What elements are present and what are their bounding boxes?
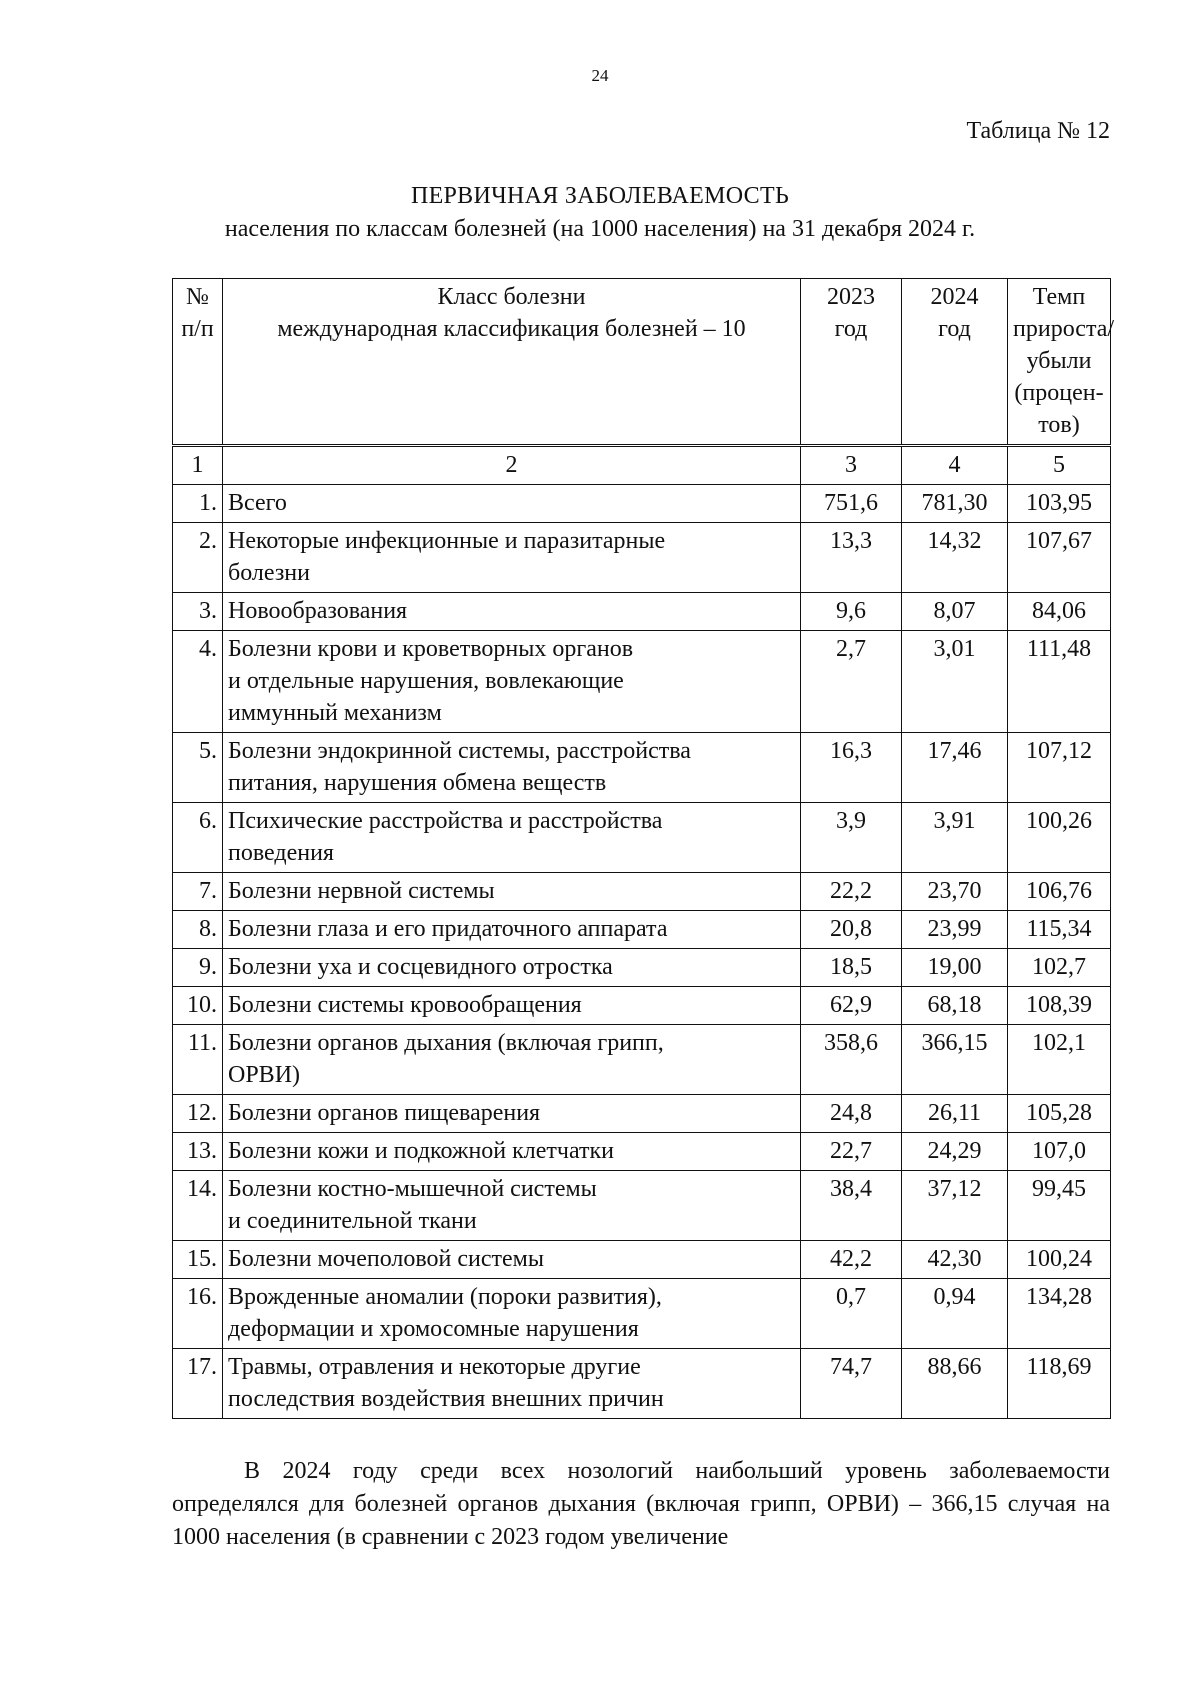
growth-rate-cell: 102,1 [1008,1025,1111,1095]
value-2023-cell: 358,6 [801,1025,902,1095]
row-number: 5. [173,733,223,803]
value-2023-cell: 38,4 [801,1171,902,1241]
growth-rate-cell: 115,34 [1008,911,1111,949]
table-caption: Таблица № 12 [966,118,1110,144]
growth-rate-cell: 84,06 [1008,593,1111,631]
value-2023-cell: 13,3 [801,523,902,593]
value-2023-cell: 0,7 [801,1279,902,1349]
value-2024-cell: 42,30 [902,1241,1008,1279]
growth-rate-cell: 100,26 [1008,803,1111,873]
value-2023-cell: 20,8 [801,911,902,949]
header-disease-class: Класс болезни международная классификация болезней – 10 [223,279,801,446]
row-number: 15. [173,1241,223,1279]
value-2023-cell: 751,6 [801,485,902,523]
disease-class-cell: Болезни эндокринной системы, расстройства питания, нарушения обмена веществ [223,733,801,803]
row-number: 2. [173,523,223,593]
table-row [173,631,1111,733]
row-number: 7. [173,873,223,911]
value-2024-cell: 3,01 [902,631,1008,733]
value-2023-cell: 42,2 [801,1241,902,1279]
disease-class-cell: Болезни костно-мышечной системы и соединительной ткани [223,1171,801,1241]
table-row [173,1133,1111,1171]
growth-rate-cell: 102,7 [1008,949,1111,987]
header-number: № п/п [173,279,223,446]
value-2023-cell: 22,2 [801,873,902,911]
disease-class-cell: Болезни органов дыхания (включая грипп, ОРВИ) [223,1025,801,1095]
column-index-row [173,446,1111,485]
growth-rate-cell: 105,28 [1008,1095,1111,1133]
table-row [173,1025,1111,1095]
body-paragraph: В 2024 году среди всех нозологий наибольший уровень заболеваемости определялся для болезней органов дыхания (включая грипп, ОРВИ) – 366,15 случая на 1000 населения (в сравнении с 2023 годом увеличение [172,1458,1110,1550]
value-2023-cell: 16,3 [801,733,902,803]
header-growth-rate: Темп прироста/ убыли (процен- тов) [1008,279,1111,446]
table-row [173,1171,1111,1241]
disease-class-cell: Болезни кожи и подкожной клетчатки [223,1133,801,1171]
document-title: ПЕРВИЧНАЯ ЗАБОЛЕВАЕМОСТЬ [410,183,790,209]
table-row [173,803,1111,873]
growth-rate-cell: 107,0 [1008,1133,1111,1171]
value-2024-cell: 24,29 [902,1133,1008,1171]
row-number: 16. [173,1279,223,1349]
column-index: 2 [223,446,801,485]
row-number: 11. [173,1025,223,1095]
disease-class-cell: Травмы, отравления и некоторые другие последствия воздействия внешних причин [223,1349,801,1419]
value-2023-cell: 3,9 [801,803,902,873]
value-2023-cell: 62,9 [801,987,902,1025]
disease-class-cell: Болезни глаза и его придаточного аппарата [223,911,801,949]
table-row [173,1241,1111,1279]
value-2024-cell: 14,32 [902,523,1008,593]
table-row [173,1349,1111,1419]
table-row [173,873,1111,911]
growth-rate-cell: 99,45 [1008,1171,1111,1241]
value-2024-cell: 68,18 [902,987,1008,1025]
column-index: 3 [801,446,902,485]
disease-class-cell: Болезни мочеполовой системы [223,1241,801,1279]
value-2024-cell: 8,07 [902,593,1008,631]
value-2024-cell: 366,15 [902,1025,1008,1095]
disease-class-cell: Болезни нервной системы [223,873,801,911]
value-2024-cell: 781,30 [902,485,1008,523]
header-2024: 2024 год [902,279,1008,446]
table-row [173,523,1111,593]
value-2024-cell: 19,00 [902,949,1008,987]
growth-rate-cell: 111,48 [1008,631,1111,733]
value-2024-cell: 17,46 [902,733,1008,803]
morbidity-table [172,278,1115,1419]
value-2023-cell: 24,8 [801,1095,902,1133]
growth-rate-cell: 107,12 [1008,733,1111,803]
row-number: 14. [173,1171,223,1241]
growth-rate-cell: 134,28 [1008,1279,1111,1349]
table-row [173,593,1111,631]
disease-class-cell: Всего [223,485,801,523]
table-row [173,733,1111,803]
table-row [173,1279,1111,1349]
table-row [173,987,1111,1025]
disease-class-cell: Болезни уха и сосцевидного отростка [223,949,801,987]
header-2023: 2023 год [801,279,902,446]
table-row [173,949,1111,987]
value-2024-cell: 0,94 [902,1279,1008,1349]
disease-class-cell: Психические расстройства и расстройства поведения [223,803,801,873]
value-2024-cell: 26,11 [902,1095,1008,1133]
disease-class-cell: Болезни органов пищеварения [223,1095,801,1133]
growth-rate-cell: 107,67 [1008,523,1111,593]
disease-class-cell: Болезни системы кровообращения [223,987,801,1025]
value-2023-cell: 18,5 [801,949,902,987]
page-number: 24 [591,66,609,85]
row-number: 13. [173,1133,223,1171]
value-2024-cell: 23,70 [902,873,1008,911]
row-number: 4. [173,631,223,733]
growth-rate-cell: 108,39 [1008,987,1111,1025]
table-header-row [173,279,1111,446]
row-number: 1. [173,485,223,523]
growth-rate-cell: 100,24 [1008,1241,1111,1279]
table-row [173,911,1111,949]
growth-rate-cell: 106,76 [1008,873,1111,911]
row-number: 10. [173,987,223,1025]
column-index: 5 [1008,446,1111,485]
value-2024-cell: 37,12 [902,1171,1008,1241]
value-2024-cell: 3,91 [902,803,1008,873]
row-number: 8. [173,911,223,949]
document-subtitle: населения по классам болезней (на 1000 населения) на 31 декабря 2024 г. [224,216,976,242]
value-2023-cell: 9,6 [801,593,902,631]
row-number: 6. [173,803,223,873]
disease-class-cell: Врожденные аномалии (пороки развития), деформации и хромосомные нарушения [223,1279,801,1349]
row-number: 12. [173,1095,223,1133]
growth-rate-cell: 118,69 [1008,1349,1111,1419]
disease-class-cell: Новообразования [223,593,801,631]
disease-class-cell: Некоторые инфекционные и паразитарные болезни [223,523,801,593]
table-row [173,485,1111,523]
value-2023-cell: 2,7 [801,631,902,733]
growth-rate-cell: 103,95 [1008,485,1111,523]
column-index: 1 [173,446,223,485]
disease-class-cell: Болезни крови и кроветворных органов и отдельные нарушения, вовлекающие иммунный механизм [223,631,801,733]
column-index: 4 [902,446,1008,485]
value-2023-cell: 22,7 [801,1133,902,1171]
value-2023-cell: 74,7 [801,1349,902,1419]
row-number: 3. [173,593,223,631]
row-number: 17. [173,1349,223,1419]
row-number: 9. [173,949,223,987]
value-2024-cell: 88,66 [902,1349,1008,1419]
value-2024-cell: 23,99 [902,911,1008,949]
table-row [173,1095,1111,1133]
